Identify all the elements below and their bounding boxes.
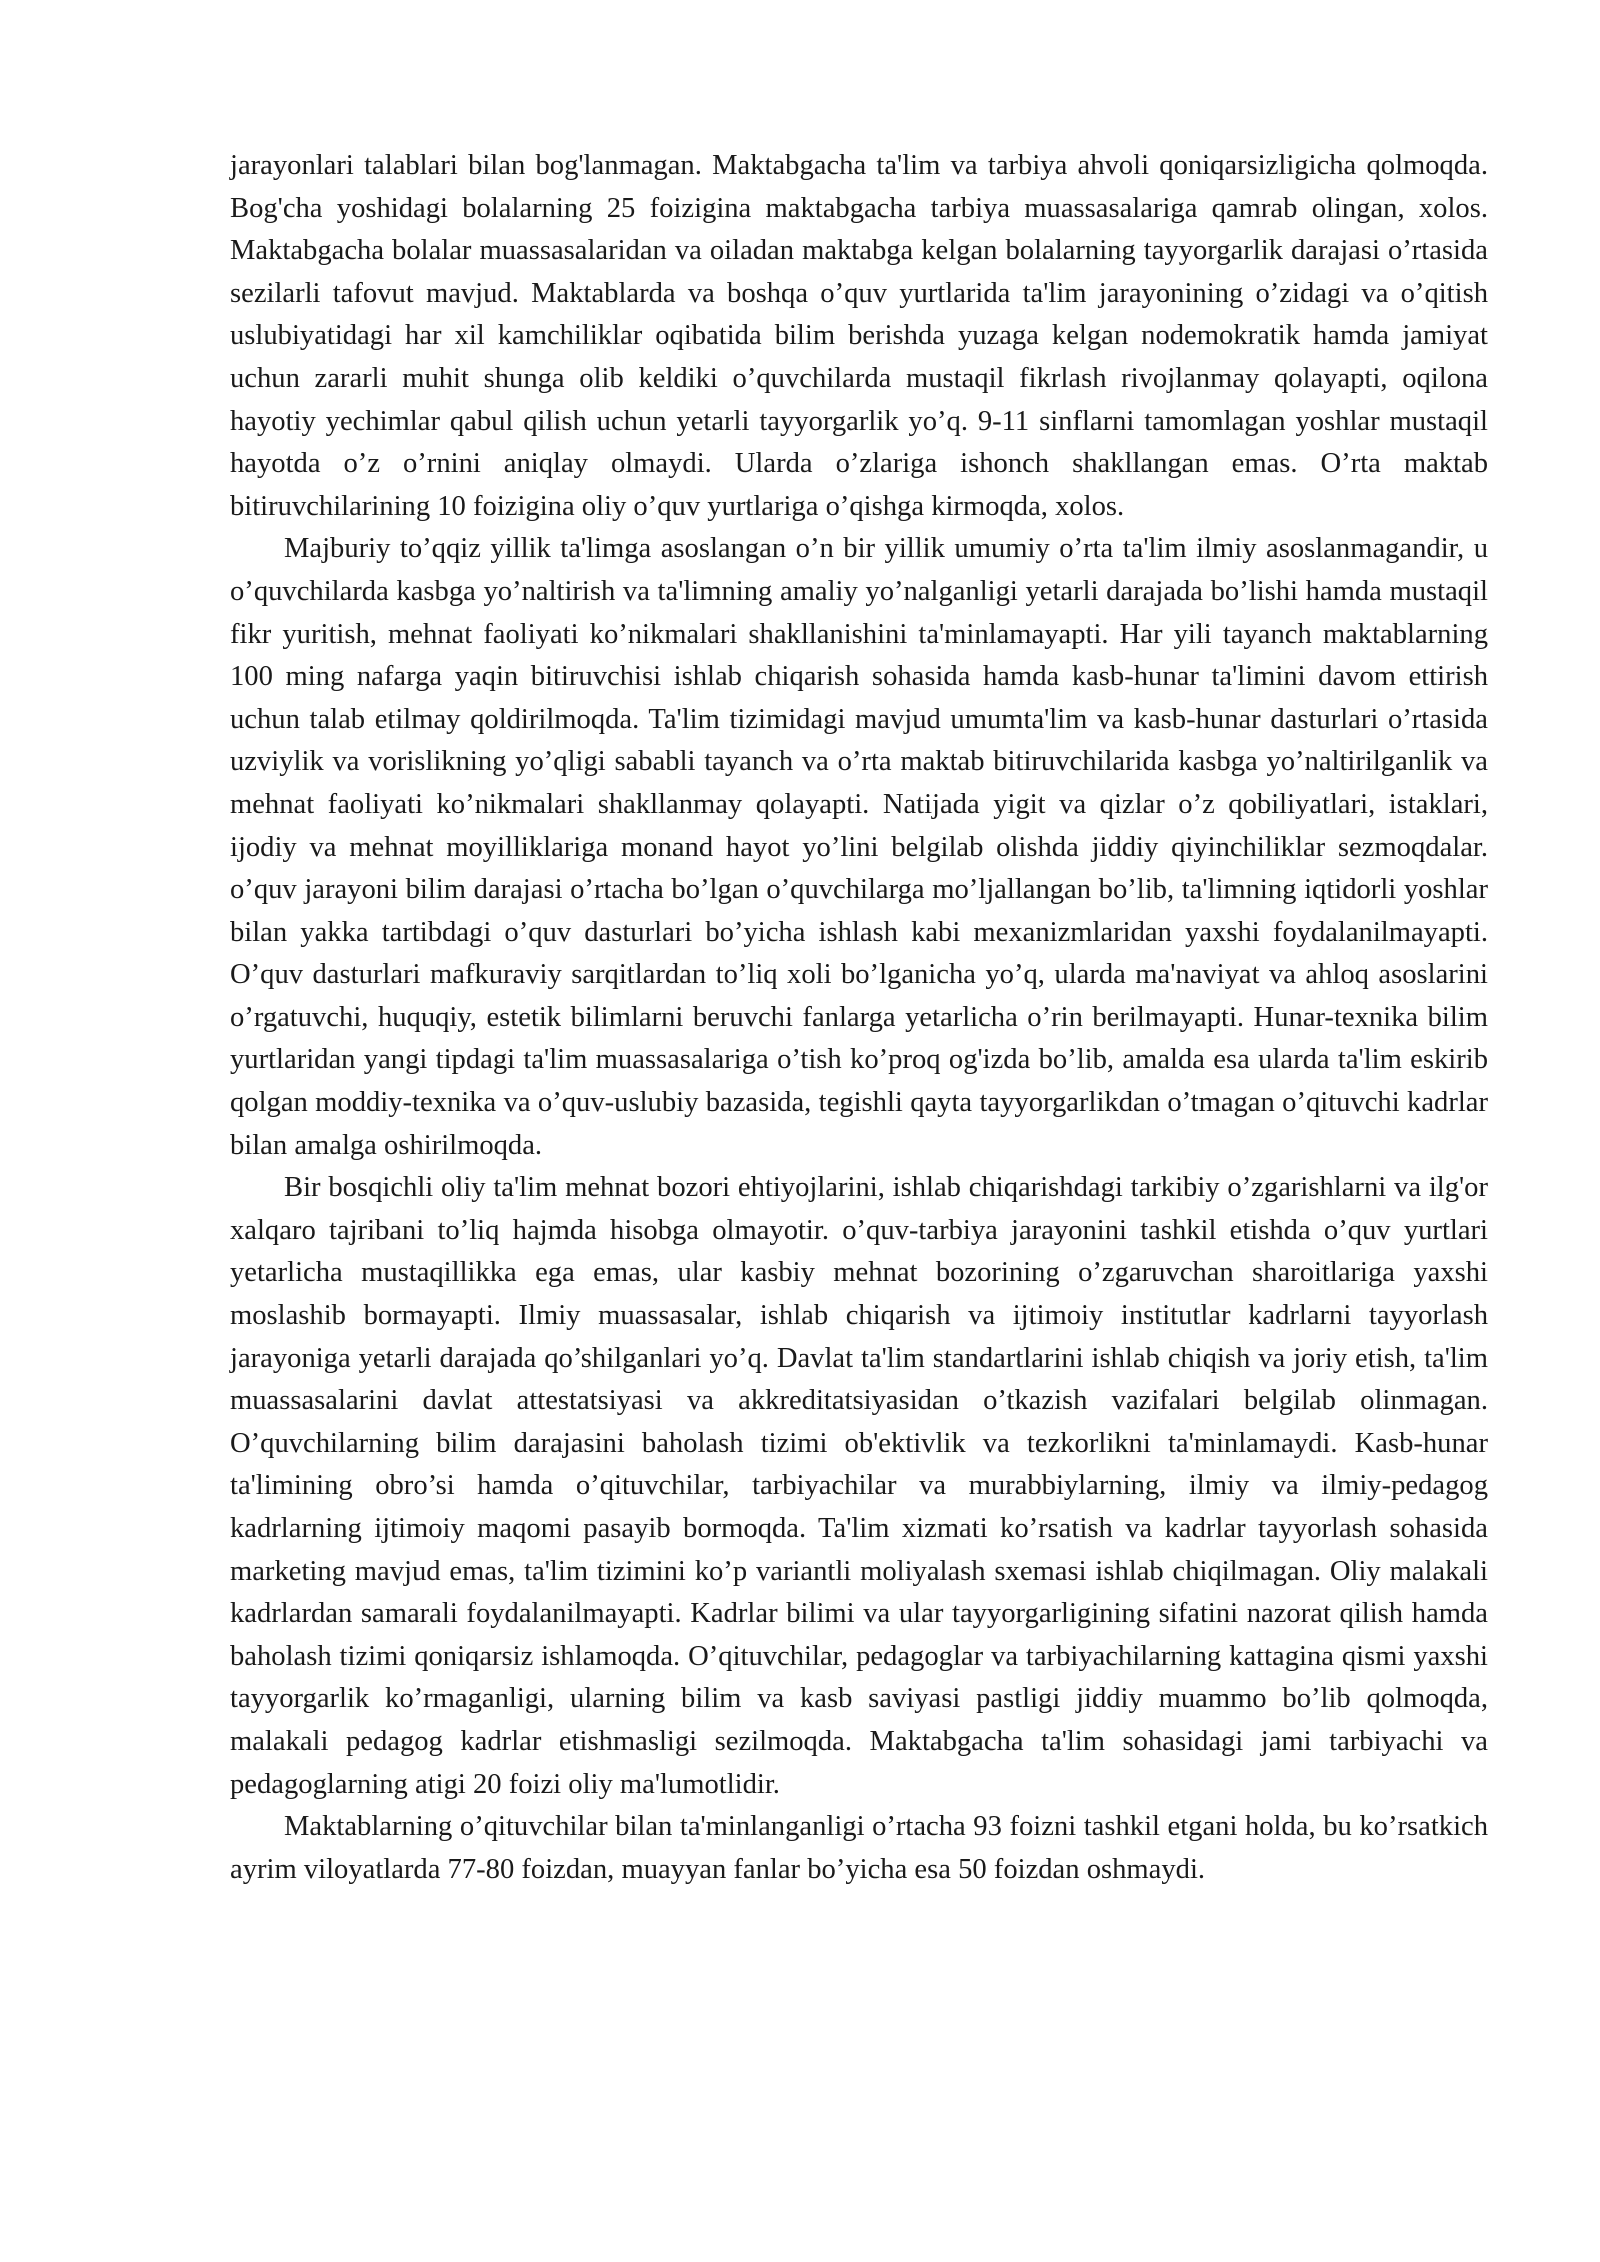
paragraph-4: Maktablarning o’qituvchilar bilan ta'minlanganligi o’rtacha 93 foizni tashkil etgani holda, bu ko’rsatkich ayrim viloyatlarda 77-80 foizdan, muayyan fanlar bo’yicha esa 50 foizdan oshmaydi. — [230, 1811, 1488, 1885]
paragraph-3: Bir bosqichli oliy ta'lim mehnat bozori ehtiyojlarini, ishlab chiqarishdagi tarkibiy o’zgarishlarni va ilg'or xalqaro tajribani to’liq hajmda hisobga olmayotir. o’quv-tarbiya jarayonini tashkil etishda o’quv yurtlari yetarlicha mustaqillikka ega emas, ular kasbiy mehnat bozorining o’zgaruvchan sharoitlariga yaxshi moslashib bormayapti. Ilmiy muassasalar, ishlab chiqarish va ijtimoiy institutlar kadrlarni tayyorlash jarayoniga yetarli darajada qo’shilganlari yo’q. Davlat ta'lim standartlarini ishlab chiqish va joriy etish, ta'lim muassasalarini davlat attestatsiyasi va akkreditatsiyasidan o’tkazish vazifalari belgilab olinmagan. O’quvchilarning bilim darajasini baholash tizimi ob'ektivlik va tezkorlikni ta'minlamaydi. Kasb-hunar ta'limining obro’si hamda o’qituvchilar, tarbiyachilar va murabbiylarning, ilmiy va ilmiy-pedagog kadrlarning ijtimoiy maqomi pasayib bormoqda. Ta'lim xizmati ko’rsatish va kadrlar tayyorlash sohasida marketing mavjud emas, ta'lim tizimini ko’p variantli moliyalash sxemasi ishlab chiqilmagan. Oliy malakali kadrlardan samarali foydalanilmayapti. Kadrlar bilimi va ular tayyorgarligining sifatini nazorat qilish hamda baholash tizimi qoniqarsiz ishlamoqda. O’qituvchilar, pedagoglar va tarbiyachilarning kattagina qismi yaxshi tayyorgarlik ko’rmaganligi, ularning bilim va kasb saviyasi pastligi jiddiy muammo bo’lib qolmoqda, malakali pedagog kadrlar etishmasligi sezilmoqda. Maktabgacha ta'lim sohasidagi jami tarbiyachi va pedagoglarning atigi 20 foizi oliy ma'lumotlidir. — [230, 1172, 1488, 1800]
paragraph-2: Majburiy to’qqiz yillik ta'limga asoslangan o’n bir yillik umumiy o’rta ta'lim ilmiy asoslanmagandir, u o’quvchilarda kasbga yo’naltirish va ta'limning amaliy yo’nalganligi yetarli darajada bo’lishi hamda mustaqil fikr yuritish, mehnat faoliyati ko’nikmalari shakllanishini ta'minlamayapti. Har yili tayanch maktablarning 100 ming nafarga yaqin bitiruvchisi ishlab chiqarish sohasida hamda kasb-hunar ta'limini davom ettirish uchun talab etilmay qoldirilmoqda. Ta'lim tizimidagi mavjud umumta'lim va kasb-hunar dasturlari o’rtasida uzviylik va vorislikning yo’qligi sababli tayanch va o’rta maktab bitiruvchilarida kasbga yo’naltirilganlik va mehnat faoliyati ko’nikmalari shakllanmay qolayapti. Natijada yigit va qizlar o’z qobiliyatlari, istaklari, ijodiy va mehnat moyilliklariga monand hayot yo’lini belgilab olishda jiddiy qiyinchiliklar sezmoqdalar. o’quv jarayoni bilim darajasi o’rtacha bo’lgan o’quvchilarga mo’ljallangan bo’lib, ta'limning iqtidorli yoshlar bilan yakka tartibdagi o’quv dasturlari bo’yicha ishlash kabi mexanizmlaridan yaxshi foydalanilmayapti. O’quv dasturlari mafkuraviy sarqitlardan to’liq xoli bo’lganicha yo’q, ularda ma'naviyat va ahloq asoslarini o’rgatuvchi, huquqiy, estetik bilimlarni beruvchi fanlarga yetarlicha o’rin berilmayapti. Hunar-texnika bilim yurtlaridan yangi tipdagi ta'lim muassasalariga o’tish ko’proq og'izda bo’lib, amalda esa ularda ta'lim eskirib qolgan moddiy-texnika va o’quv-uslubiy bazasida, tegishli qayta tayyorgarlikdan o’tmagan o’qituvchi kadrlar bilan amalga oshirilmoqda. — [230, 533, 1488, 1161]
document-page — [230, 145, 1488, 1891]
paragraph-1: jarayonlari talablari bilan bog'lanmagan. Maktabgacha ta'lim va tarbiya ahvoli qoniqarsizligicha qolmoqda. Bog'cha yoshidagi bolalarning 25 foizigina maktabgacha tarbiya muassasalariga qamrab olingan, xolos. Maktabgacha bolalar muassasalaridan va oiladan maktabga kelgan bolalarning tayyorgarlik darajasi o’rtasida sezilarli tafovut mavjud. Maktablarda va boshqa o’quv yurtlarida ta'lim jarayonining o’zidagi va o’qitish uslubiyatidagi har xil kamchiliklar oqibatida bilim berishda yuzaga kelgan nodemokratik hamda jamiyat uchun zararli muhit shunga olib keldiki o’quvchilarda mustaqil fikrlash rivojlanmay qolayapti, oqilona hayotiy yechimlar qabul qilish uchun yetarli tayyorgarlik yo’q. 9-11 sinflarni tamomlagan yoshlar mustaqil hayotda o’z o’rnini aniqlay olmaydi. Ularda o’zlariga ishonch shakllangan emas. O’rta maktab bitiruvchilarining 10 foizigina oliy o’quv yurtlariga o’qishga kirmoqda, xolos. — [230, 150, 1488, 522]
